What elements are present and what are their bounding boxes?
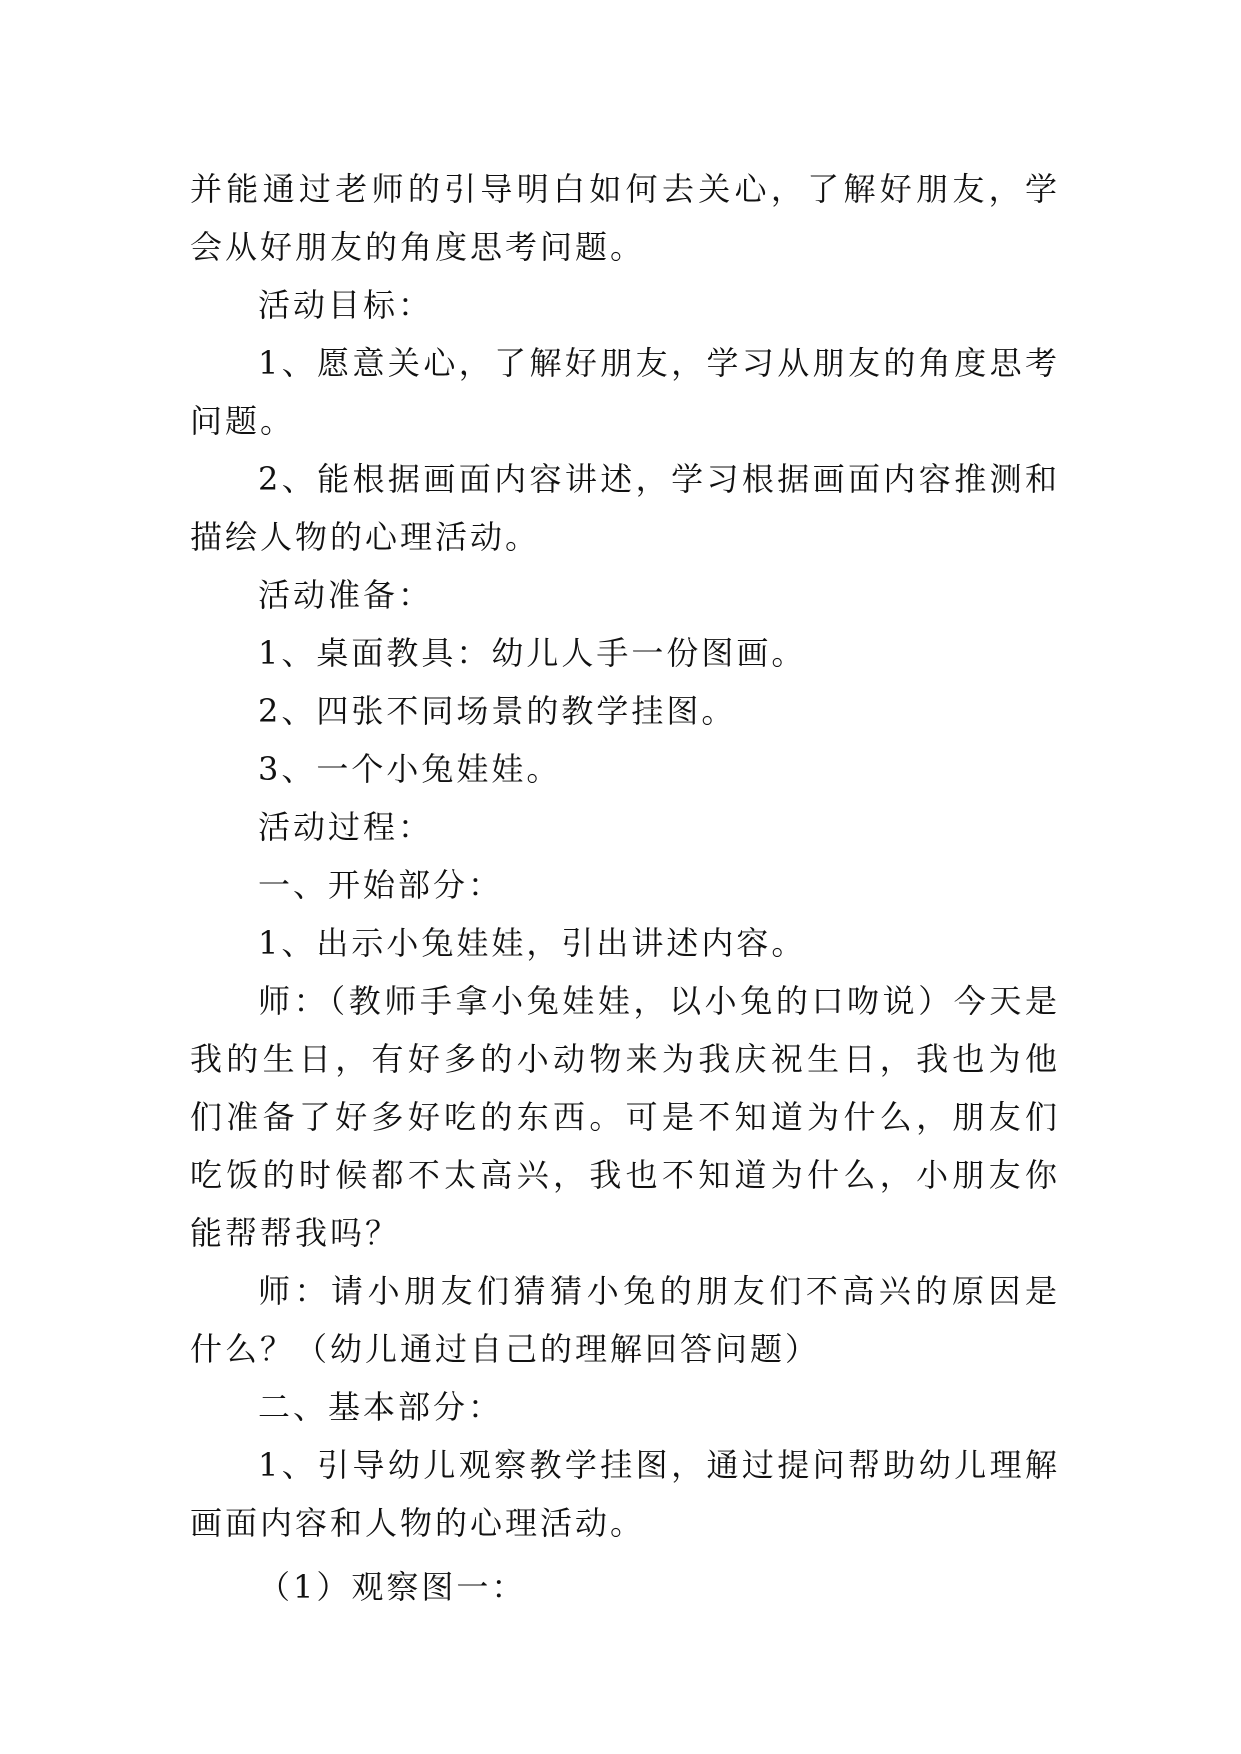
- section-heading-basic: 二、基本部分：: [258, 1388, 504, 1426]
- goal-item-1: 1、愿意关心，了解好朋友，学习从朋友的角度思考问题。: [190, 344, 1060, 440]
- preparation-item-2: 2、四张不同场景的教学挂图。: [258, 692, 737, 730]
- process-step-1: 1、出示小兔娃娃，引出讲述内容。: [258, 924, 807, 962]
- teacher-dialogue-2: 师：请小朋友们猜猜小兔的朋友们不高兴的原因是什么？（幼儿通过自己的理解回答问题）: [190, 1272, 1060, 1368]
- document-body: [190, 160, 1060, 1616]
- observe-picture-1: （1）观察图一：: [258, 1568, 527, 1606]
- preparation-item-1: 1、桌面教具：幼儿人手一份图画。: [258, 634, 807, 672]
- teacher-dialogue-1: 师：（教师手拿小兔娃娃，以小兔的口吻说）今天是我的生日，有好多的小动物来为我庆祝生日，我也为他们准备了好多好吃的东西。可是不知道为什么，朋友们吃饭的时候都不太高兴，我也不知道为什么，小朋友你能帮帮我吗？: [190, 982, 1060, 1252]
- heading-activity-preparation: 活动准备：: [258, 576, 434, 614]
- basic-step-1: 1、引导幼儿观察教学挂图，通过提问帮助幼儿理解画面内容和人物的心理活动。: [190, 1446, 1060, 1542]
- preparation-item-3: 3、一个小兔娃娃。: [258, 750, 562, 788]
- goal-item-2: 2、能根据画面内容讲述，学习根据画面内容推测和描绘人物的心理活动。: [190, 460, 1060, 556]
- heading-activity-process: 活动过程：: [258, 808, 434, 846]
- paragraph-continuation: 并能通过老师的引导明白如何去关心，了解好朋友，学会从好朋友的角度思考问题。: [190, 170, 1060, 266]
- section-heading-start: 一、开始部分：: [258, 866, 504, 904]
- heading-activity-goals: 活动目标：: [258, 286, 434, 324]
